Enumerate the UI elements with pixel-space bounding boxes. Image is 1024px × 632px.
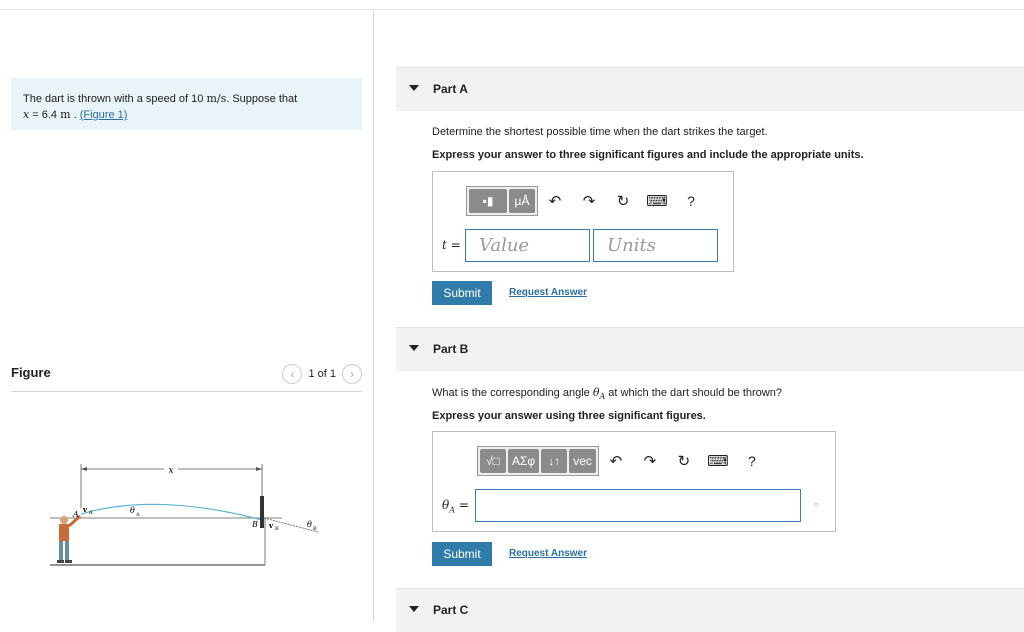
svg-text:B: B — [252, 520, 258, 529]
part-b-request-answer-link[interactable]: Request Answer — [509, 548, 587, 559]
part-b-header[interactable] — [396, 327, 1024, 371]
svg-text:θ: θ — [307, 520, 312, 529]
reset-icon[interactable]: ↻ — [677, 453, 691, 470]
keyboard-icon[interactable]: ⌨ — [707, 453, 729, 470]
help-button[interactable]: ? — [747, 453, 756, 469]
figure-header — [11, 364, 362, 392]
problem-text-mid: . Suppose that — [226, 93, 298, 105]
t-label: t = — [442, 238, 461, 252]
part-b-submit-button[interactable]: Submit — [432, 542, 492, 566]
part-a-toolbar — [466, 186, 708, 216]
problem-line-1 — [23, 91, 350, 107]
problem-statement — [11, 78, 362, 130]
redo-icon[interactable]: ↷ — [582, 193, 596, 210]
template-group — [466, 186, 538, 216]
x-value: = 6.4 — [29, 109, 61, 121]
units-button[interactable]: μÅ — [509, 189, 535, 213]
problem-text-after: . — [70, 109, 80, 121]
column-divider — [373, 10, 374, 622]
x-variable: x — [23, 108, 30, 121]
speed-unit: m/s — [206, 92, 227, 105]
part-a-instruction: Express your answer to three significant figures and include the appropriate units. — [432, 149, 864, 161]
part-b-label: Part B — [433, 342, 469, 356]
chevron-right-icon[interactable]: › — [342, 364, 362, 384]
undo-icon[interactable]: ↶ — [548, 193, 562, 210]
problem-line-2 — [23, 107, 350, 123]
status-dot-icon: ○ — [814, 500, 819, 509]
collapse-triangle-icon[interactable] — [409, 345, 419, 351]
svg-text:v: v — [83, 505, 88, 514]
target-board — [260, 496, 264, 528]
collapse-triangle-icon[interactable] — [409, 85, 419, 91]
thrower-figure — [57, 516, 80, 563]
undo-icon[interactable]: ↶ — [609, 453, 623, 470]
templates-icon[interactable]: ▪▮ — [469, 189, 507, 213]
x-unit: m — [60, 108, 71, 121]
part-a-answer-box — [432, 171, 734, 272]
units-input[interactable]: Units — [593, 229, 718, 262]
greek-button[interactable]: ΑΣφ — [508, 449, 539, 473]
sqrt-template-button[interactable]: √□ — [480, 449, 506, 473]
part-b-instruction: Express your answer using three significant figures. — [432, 410, 706, 422]
angle-input[interactable] — [475, 489, 801, 522]
part-c-header[interactable] — [396, 588, 1024, 632]
problem-text: The dart is thrown with a speed of 10 — [23, 93, 207, 105]
dart-figure — [46, 458, 346, 570]
part-a-submit-button[interactable]: Submit — [432, 281, 492, 305]
x-label: x — [168, 466, 174, 476]
keyboard-icon[interactable]: ⌨ — [646, 193, 668, 210]
svg-text:A: A — [136, 512, 140, 518]
theta-label: $\theta_A$ = — [442, 498, 469, 515]
value-input[interactable]: Value — [465, 229, 590, 262]
part-a-request-answer-link[interactable]: Request Answer — [509, 287, 587, 298]
svg-text:A: A — [73, 510, 79, 519]
part-b-answer-box — [432, 431, 836, 532]
svg-text:B: B — [275, 526, 279, 532]
figure-title: Figure — [11, 365, 51, 380]
chevron-left-icon[interactable]: ‹ — [282, 364, 302, 384]
svg-text:B: B — [313, 526, 317, 532]
help-button[interactable]: ? — [687, 193, 695, 209]
vec-button[interactable]: vec — [569, 449, 596, 473]
collapse-triangle-icon[interactable] — [409, 606, 419, 612]
figure-pager — [282, 364, 362, 384]
svg-text:A: A — [89, 510, 93, 516]
subscript-button[interactable]: ↓↑ — [541, 449, 567, 473]
svg-text:θ: θ — [130, 506, 135, 515]
part-a-header[interactable] — [396, 67, 1024, 111]
math-button-group — [477, 446, 599, 476]
figure-link[interactable]: (Figure 1) — [79, 109, 128, 121]
top-rule — [0, 9, 1024, 10]
part-a-question: Determine the shortest possible time when the dart strikes the target. — [432, 126, 768, 138]
part-a-label: Part A — [433, 82, 468, 96]
part-b-question: What is the corresponding angle $\theta_A$ at which the dart should be thrown? — [432, 386, 782, 402]
pager-count: 1 of 1 — [308, 368, 336, 380]
redo-icon[interactable]: ↷ — [643, 453, 657, 470]
part-c-label: Part C — [433, 603, 469, 617]
reset-icon[interactable]: ↻ — [616, 193, 630, 210]
svg-text:v: v — [269, 521, 274, 530]
part-b-toolbar — [477, 446, 769, 476]
